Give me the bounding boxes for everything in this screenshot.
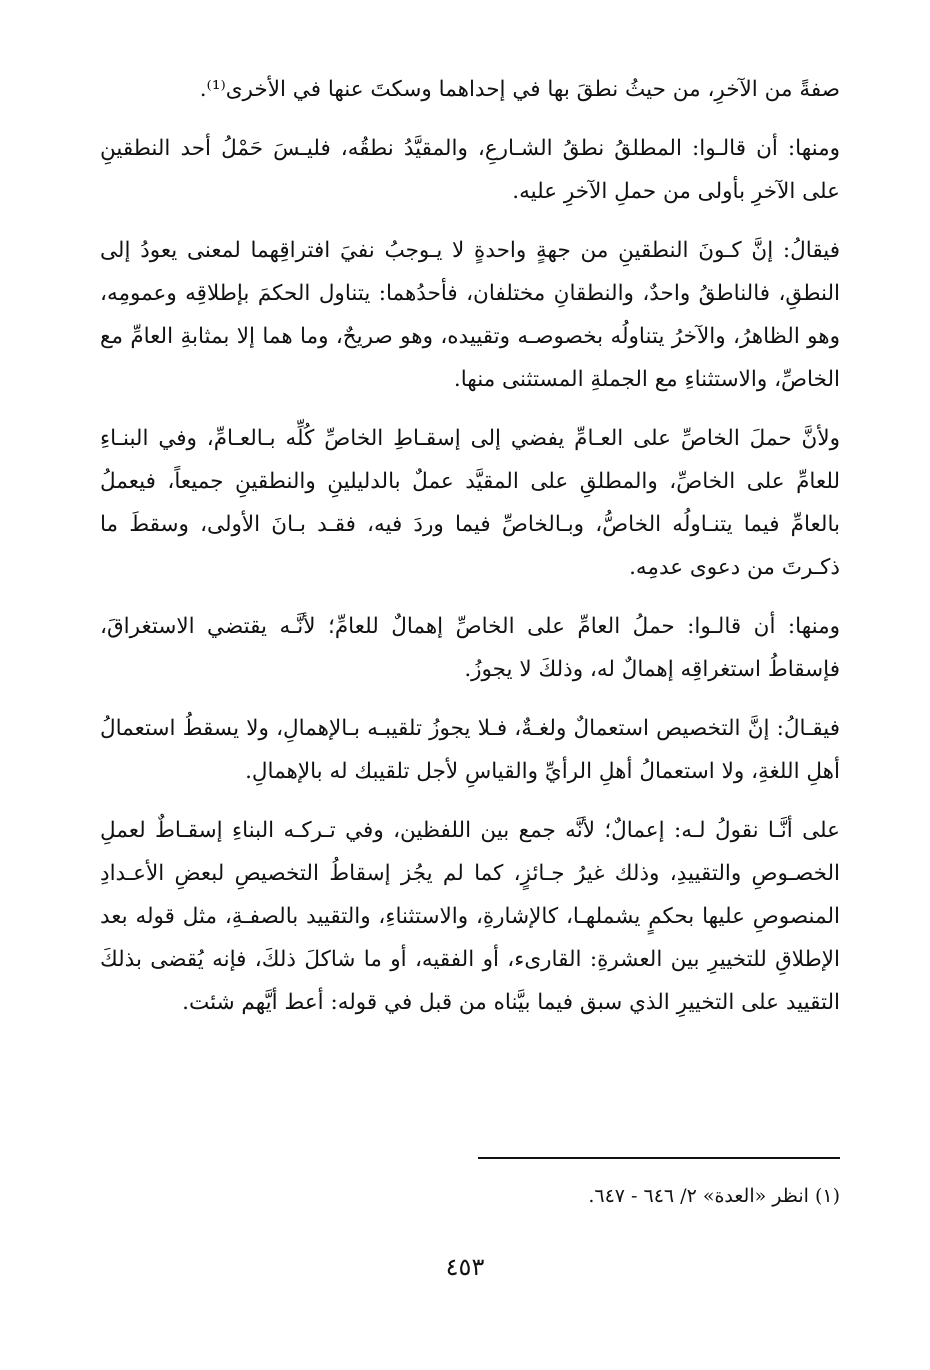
page-number: ٤٥٣ bbox=[445, 1253, 485, 1281]
footnote: (١) انظر «العدة» ٢/ ٦٤٦ - ٦٤٧. bbox=[588, 1185, 840, 1207]
footnote-divider bbox=[478, 1157, 840, 1159]
paragraph-4: ولأنَّ حملَ الخاصِّ على العـامِّ يفضي إلى إسقـاطِ الخاصِّ كُلِّه بـالعـامِّ، وفي البنـاءِ للعامِّ على الخاصِّ، والمطلقِ على المقيَّد عملٌ بالدليلينِ والنطقينِ جميعاً، فيعملُ بالعامِّ فيما يتنـاولُه الخاصُّ، وبـالخاصِّ فيما وردَ فيه، فقـد بـانَ الأولى، وسقطَ ما ذكـرتَ من دعوى عدمِه. bbox=[100, 426, 840, 580]
main-text-block bbox=[100, 68, 840, 1024]
paragraph-2: ومنها: أن قالـوا: المطلقُ نطقُ الشـارعِ، والمقيَّدُ نطقُه، فليـسَ حَمْلُ أحد النطقينِ على الآخرِ بأولى من حملِ الآخرِ عليه. bbox=[100, 136, 840, 204]
paragraph-1: صفةً من الآخرِ، من حيثُ نطقَ بها في إحداهما وسكتَ عنها في الأخرى⁽¹⁾. bbox=[199, 77, 840, 102]
paragraph-6: فيقـالُ: إنَّ التخصيص استعمالٌ ولغـةٌ، فـلا يجوزُ تلقيبـه بـالإهمالِ، ولا يسقطُ استعمالُ أهلِ اللغةِ، ولا استعمالُ أهلِ الرأيِّ والقياسِ لأجل تلقيبك له بالإهمالِ. bbox=[100, 716, 840, 784]
paragraph-7: على أنَّـا نقولُ لـه: إعمالٌ؛ لأنَّه جمع بين اللفظين، وفي تـركـه البناءِ إسقـاطٌ لعملِ الخصـوصِ والتقييدِ، وذلك غيرُ جـائزٍ، كما لم يجُز إسقاطُ التخصيصِ لبعضِ الأعـدادِ المنصوصِ عليها بحكمٍ يشملهـا، كالإشارةِ، والاستثناءِ، والتقييد بالصفـةِ، مثل قوله بعد الإطلاقِ للتخييرِ بين العشرةِ: القارىء، أو الفقيه، أو ما شاكلَ ذلكَ، فإنه يُقضى بذلكَ التقييد على التخييرِ الذي سبق فيما بيَّناه من قبل في قوله: أعط أيَّهم شئت. bbox=[100, 818, 840, 1015]
paragraph-5: ومنها: أن قالـوا: حملُ العامِّ على الخاصِّ إهمالٌ للعامِّ؛ لأنَّـه يقتضي الاستغراقَ، فإسقاطُ استغراقِه إهمالٌ له، وذلكَ لا يجوزُ. bbox=[100, 614, 840, 682]
paragraph-3: فيقالُ: إنَّ كـونَ النطقينِ من جهةٍ واحدةٍ لا يـوجبُ نفيَ افتراقِهما لمعنى يعودُ إلى النطقِ، فالناطقُ واحدٌ، والنطقانِ مختلفان، فأحدُهما: يتناول الحكمَ بإطلاقِه وعمومِه، وهو الظاهرُ، والآخرُ يتناولُه بخصوصـه وتقييده، وهو صريحٌ، وما هما إلا بمثابةِ العامِّ مع الخاصِّ، والاستثناءِ مع الجملةِ المستثنى منها. bbox=[100, 238, 840, 392]
